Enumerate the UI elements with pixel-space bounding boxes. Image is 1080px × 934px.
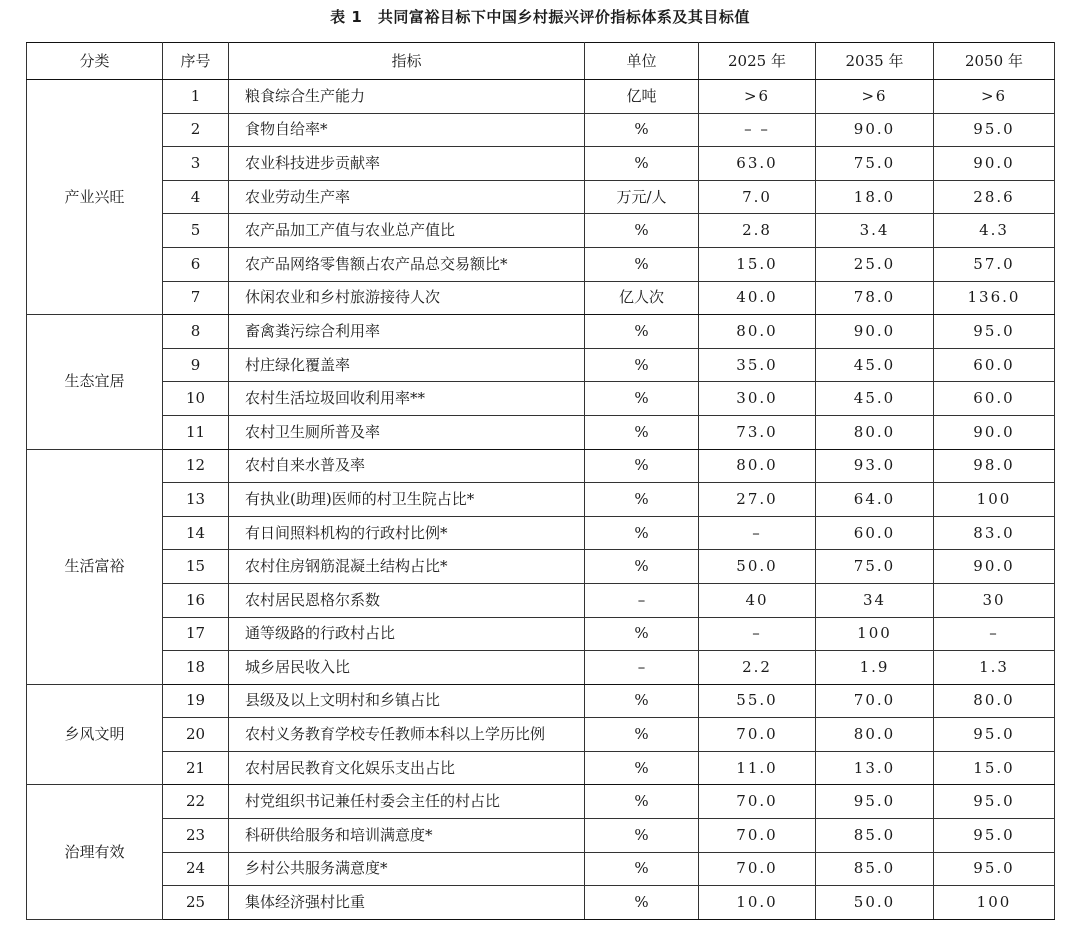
value-2035-cell: 78.0 <box>816 281 934 315</box>
unit-cell: % <box>585 617 699 651</box>
indicator-cell: 农村居民教育文化娱乐支出占比 <box>229 751 585 785</box>
value-2025-cell: 40 <box>699 583 816 617</box>
indicator-cell: 村党组织书记兼任村委会主任的村占比 <box>229 785 585 819</box>
unit-cell: % <box>585 516 699 550</box>
unit-cell: % <box>585 718 699 752</box>
row-number-cell: 10 <box>163 382 229 416</box>
indicator-cell: 城乡居民收入比 <box>229 651 585 685</box>
value-2025-cell: – – <box>699 113 816 147</box>
row-number-cell: 20 <box>163 718 229 752</box>
value-2050-cell: 15.0 <box>934 751 1055 785</box>
table-row <box>27 785 1055 819</box>
row-number-cell: 6 <box>163 247 229 281</box>
row-number-cell: 14 <box>163 516 229 550</box>
indicator-cell: 农产品网络零售额占农产品总交易额比* <box>229 247 585 281</box>
unit-cell: % <box>585 852 699 886</box>
row-number-cell: 17 <box>163 617 229 651</box>
row-number-cell: 16 <box>163 583 229 617</box>
indicator-cell: 农村生活垃圾回收利用率** <box>229 382 585 416</box>
value-2025-cell: 2.8 <box>699 214 816 248</box>
value-2050-cell: >6 <box>934 80 1055 114</box>
value-2035-cell: >6 <box>816 80 934 114</box>
value-2025-cell: 80.0 <box>699 315 816 349</box>
indicator-cell: 农村卫生厕所普及率 <box>229 415 585 449</box>
value-2035-cell: 45.0 <box>816 382 934 416</box>
value-2025-cell: 50.0 <box>699 550 816 584</box>
unit-cell: % <box>585 147 699 181</box>
value-2050-cell: 90.0 <box>934 147 1055 181</box>
table-row <box>27 348 1055 382</box>
value-2035-cell: 50.0 <box>816 886 934 920</box>
table-row <box>27 147 1055 181</box>
row-number-cell: 23 <box>163 819 229 853</box>
value-2035-cell: 1.9 <box>816 651 934 685</box>
value-2035-cell: 90.0 <box>816 113 934 147</box>
value-2025-cell: 15.0 <box>699 247 816 281</box>
value-2050-cell: 95.0 <box>934 718 1055 752</box>
value-2025-cell: 11.0 <box>699 751 816 785</box>
value-2035-cell: 75.0 <box>816 550 934 584</box>
value-2050-cell: 95.0 <box>934 785 1055 819</box>
value-2050-cell: 60.0 <box>934 348 1055 382</box>
value-2050-cell: 30 <box>934 583 1055 617</box>
unit-cell: – <box>585 583 699 617</box>
unit-cell: % <box>585 819 699 853</box>
value-2035-cell: 18.0 <box>816 180 934 214</box>
value-2035-cell: 93.0 <box>816 449 934 483</box>
header-2050: 2050 年 <box>934 43 1055 80</box>
table-row <box>27 382 1055 416</box>
value-2035-cell: 85.0 <box>816 852 934 886</box>
row-number-cell: 7 <box>163 281 229 315</box>
value-2035-cell: 70.0 <box>816 684 934 718</box>
value-2050-cell: 100 <box>934 483 1055 517</box>
category-cell: 生活富裕 <box>27 449 163 684</box>
value-2035-cell: 85.0 <box>816 819 934 853</box>
row-number-cell: 8 <box>163 315 229 349</box>
value-2035-cell: 64.0 <box>816 483 934 517</box>
table-row <box>27 886 1055 920</box>
table-title: 表 1 共同富裕目标下中国乡村振兴评价指标体系及其目标值 <box>330 8 750 26</box>
row-number-cell: 15 <box>163 550 229 584</box>
table-row <box>27 247 1055 281</box>
indicator-cell: 有执业(助理)医师的村卫生院占比* <box>229 483 585 517</box>
indicator-cell: 通等级路的行政村占比 <box>229 617 585 651</box>
row-number-cell: 12 <box>163 449 229 483</box>
header-number: 序号 <box>163 43 229 80</box>
header-category: 分类 <box>27 43 163 80</box>
table-row <box>27 852 1055 886</box>
row-number-cell: 4 <box>163 180 229 214</box>
value-2050-cell: 4.3 <box>934 214 1055 248</box>
table-row <box>27 684 1055 718</box>
table-row <box>27 180 1055 214</box>
value-2025-cell: 70.0 <box>699 852 816 886</box>
unit-cell: % <box>585 315 699 349</box>
table-row <box>27 80 1055 114</box>
value-2035-cell: 80.0 <box>816 718 934 752</box>
table-row <box>27 718 1055 752</box>
indicator-cell: 县级及以上文明村和乡镇占比 <box>229 684 585 718</box>
category-cell: 治理有效 <box>27 785 163 919</box>
value-2035-cell: 60.0 <box>816 516 934 550</box>
value-2035-cell: 75.0 <box>816 147 934 181</box>
row-number-cell: 3 <box>163 147 229 181</box>
row-number-cell: 1 <box>163 80 229 114</box>
indicator-cell: 食物自给率* <box>229 113 585 147</box>
indicator-cell: 畜禽粪污综合利用率 <box>229 315 585 349</box>
value-2035-cell: 13.0 <box>816 751 934 785</box>
indicator-cell: 农村义务教育学校专任教师本科以上学历比例 <box>229 718 585 752</box>
value-2050-cell: 95.0 <box>934 819 1055 853</box>
indicator-cell: 有日间照料机构的行政村比例* <box>229 516 585 550</box>
row-number-cell: 11 <box>163 415 229 449</box>
indicator-cell: 乡村公共服务满意度* <box>229 852 585 886</box>
value-2025-cell: 70.0 <box>699 819 816 853</box>
indicator-cell: 农村住房钢筋混凝土结构占比* <box>229 550 585 584</box>
indicator-table <box>26 42 1055 920</box>
header-row <box>27 43 1055 80</box>
unit-cell: – <box>585 651 699 685</box>
indicator-cell: 休闲农业和乡村旅游接待人次 <box>229 281 585 315</box>
value-2025-cell: 35.0 <box>699 348 816 382</box>
row-number-cell: 21 <box>163 751 229 785</box>
row-number-cell: 24 <box>163 852 229 886</box>
value-2050-cell: 83.0 <box>934 516 1055 550</box>
value-2050-cell: 136.0 <box>934 281 1055 315</box>
table-row <box>27 617 1055 651</box>
row-number-cell: 13 <box>163 483 229 517</box>
value-2035-cell: 80.0 <box>816 415 934 449</box>
category-cell: 产业兴旺 <box>27 80 163 315</box>
value-2025-cell: >6 <box>699 80 816 114</box>
value-2050-cell: 100 <box>934 886 1055 920</box>
value-2050-cell: 57.0 <box>934 247 1055 281</box>
table-row <box>27 583 1055 617</box>
unit-cell: % <box>585 247 699 281</box>
unit-cell: 亿人次 <box>585 281 699 315</box>
value-2050-cell: 90.0 <box>934 550 1055 584</box>
value-2025-cell: 27.0 <box>699 483 816 517</box>
row-number-cell: 18 <box>163 651 229 685</box>
unit-cell: % <box>585 785 699 819</box>
row-number-cell: 22 <box>163 785 229 819</box>
value-2025-cell: 2.2 <box>699 651 816 685</box>
unit-cell: % <box>585 751 699 785</box>
indicator-cell: 农产品加工产值与农业总产值比 <box>229 214 585 248</box>
value-2050-cell: 80.0 <box>934 684 1055 718</box>
category-cell: 乡风文明 <box>27 684 163 785</box>
value-2035-cell: 100 <box>816 617 934 651</box>
value-2050-cell: 95.0 <box>934 113 1055 147</box>
table-body <box>27 80 1055 920</box>
value-2025-cell: 7.0 <box>699 180 816 214</box>
value-2050-cell: 60.0 <box>934 382 1055 416</box>
value-2050-cell: 1.3 <box>934 651 1055 685</box>
table-row <box>27 449 1055 483</box>
value-2025-cell: – <box>699 617 816 651</box>
value-2035-cell: 45.0 <box>816 348 934 382</box>
unit-cell: % <box>585 684 699 718</box>
category-cell: 生态宜居 <box>27 315 163 449</box>
value-2035-cell: 95.0 <box>816 785 934 819</box>
row-number-cell: 5 <box>163 214 229 248</box>
value-2025-cell: 10.0 <box>699 886 816 920</box>
value-2050-cell: 95.0 <box>934 852 1055 886</box>
value-2050-cell: 90.0 <box>934 415 1055 449</box>
value-2025-cell: 80.0 <box>699 449 816 483</box>
value-2050-cell: 95.0 <box>934 315 1055 349</box>
unit-cell: % <box>585 113 699 147</box>
header-2025: 2025 年 <box>699 43 816 80</box>
value-2025-cell: 40.0 <box>699 281 816 315</box>
table-row <box>27 550 1055 584</box>
indicator-cell: 农村居民恩格尔系数 <box>229 583 585 617</box>
indicator-cell: 村庄绿化覆盖率 <box>229 348 585 382</box>
table-row <box>27 483 1055 517</box>
indicator-cell: 农业劳动生产率 <box>229 180 585 214</box>
table-row <box>27 214 1055 248</box>
header-indicator: 指标 <box>229 43 585 80</box>
unit-cell: 万元/人 <box>585 180 699 214</box>
unit-cell: % <box>585 382 699 416</box>
unit-cell: % <box>585 550 699 584</box>
value-2050-cell: – <box>934 617 1055 651</box>
value-2025-cell: – <box>699 516 816 550</box>
table-row <box>27 819 1055 853</box>
value-2050-cell: 28.6 <box>934 180 1055 214</box>
value-2035-cell: 90.0 <box>816 315 934 349</box>
indicator-cell: 农业科技进步贡献率 <box>229 147 585 181</box>
unit-cell: % <box>585 214 699 248</box>
value-2035-cell: 3.4 <box>816 214 934 248</box>
table-row <box>27 751 1055 785</box>
header-unit: 单位 <box>585 43 699 80</box>
unit-cell: % <box>585 449 699 483</box>
indicator-cell: 科研供给服务和培训满意度* <box>229 819 585 853</box>
value-2025-cell: 73.0 <box>699 415 816 449</box>
value-2050-cell: 98.0 <box>934 449 1055 483</box>
value-2025-cell: 70.0 <box>699 718 816 752</box>
unit-cell: % <box>585 886 699 920</box>
unit-cell: % <box>585 415 699 449</box>
table-row <box>27 651 1055 685</box>
row-number-cell: 19 <box>163 684 229 718</box>
indicator-cell: 农村自来水普及率 <box>229 449 585 483</box>
row-number-cell: 25 <box>163 886 229 920</box>
indicator-cell: 集体经济强村比重 <box>229 886 585 920</box>
row-number-cell: 9 <box>163 348 229 382</box>
header-2035: 2035 年 <box>816 43 934 80</box>
unit-cell: 亿吨 <box>585 80 699 114</box>
table-row <box>27 516 1055 550</box>
value-2025-cell: 30.0 <box>699 382 816 416</box>
value-2035-cell: 34 <box>816 583 934 617</box>
indicator-cell: 粮食综合生产能力 <box>229 80 585 114</box>
value-2025-cell: 70.0 <box>699 785 816 819</box>
table-row <box>27 415 1055 449</box>
unit-cell: % <box>585 483 699 517</box>
unit-cell: % <box>585 348 699 382</box>
table-row <box>27 113 1055 147</box>
value-2025-cell: 63.0 <box>699 147 816 181</box>
table-row <box>27 315 1055 349</box>
value-2035-cell: 25.0 <box>816 247 934 281</box>
table-row <box>27 281 1055 315</box>
row-number-cell: 2 <box>163 113 229 147</box>
value-2025-cell: 55.0 <box>699 684 816 718</box>
